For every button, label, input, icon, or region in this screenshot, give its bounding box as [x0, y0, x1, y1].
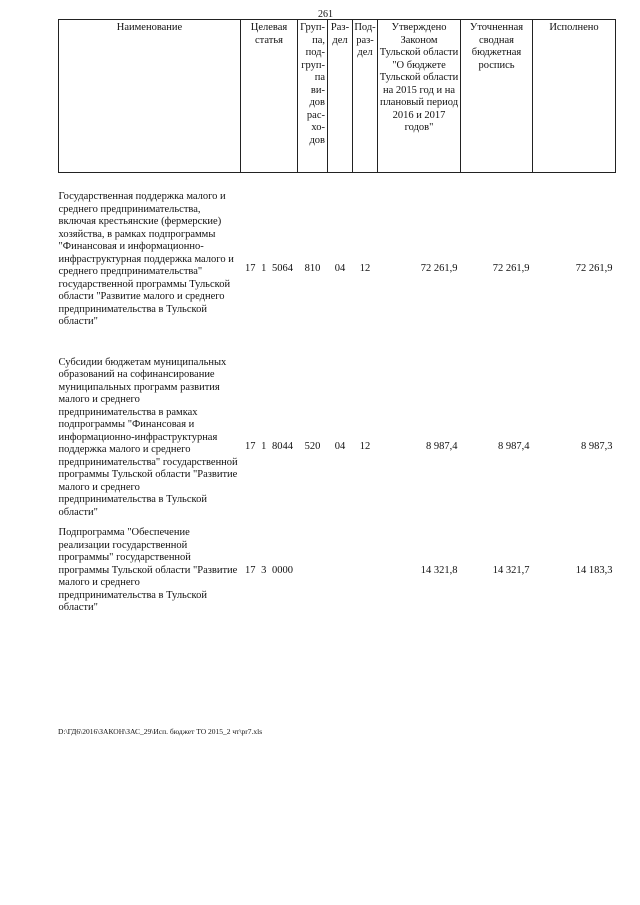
row-group: 520	[304, 440, 321, 452]
row-group	[298, 527, 328, 615]
file-path-footer: D:\ГД6\2016\ЗАКОН\ЗАС_29\Исп. бюджет ТО 2015_2 чт\pr7.xls	[58, 727, 263, 736]
row-approved: 8 987,4	[426, 440, 458, 452]
header-approved: Утверждено Законом Тульской области "О бюджете Тульской области на 2015 год и на плановый период 2016 и 2017 годов"	[378, 20, 461, 173]
page-number: 261	[318, 9, 333, 20]
row-article: 17 1 8044	[245, 440, 293, 452]
row-subsection: 12	[359, 263, 371, 274]
row-executed: 8 987,3	[581, 440, 613, 452]
table-row	[59, 173, 616, 351]
row-name: Государственная поддержка малого и среднего предпринимательства, включая крестьянские (фермерские) хозяйства, в рамках подпрограммы "Финансовая и информационно-инфраструктурная поддержка малого и среднего предпринимательства" государственной программы Тульской области "Развитие малого и среднего предпринимательства в Тульской области"	[58, 191, 234, 327]
row-group: 810	[304, 263, 321, 274]
header-article: Целевая статья	[241, 20, 298, 173]
table-header-row	[59, 20, 616, 173]
row-article: 17 1 5064	[245, 263, 293, 274]
table-row	[59, 351, 616, 528]
row-section: 04	[334, 263, 346, 274]
row-name: Подпрограмма "Обеспечение реализации государственной программы" государственной программы Тульской области "Развитие малого и среднего предпринимательства в Тульской области"	[58, 527, 238, 613]
row-executed: 14 183,3	[575, 565, 613, 576]
row-executed: 72 261,9	[575, 263, 613, 274]
row-name: Субсидии бюджетам муниципальных образований на софинансирование муниципальных программ развития малого и среднего предпринимательства в рамках подпрограммы "Финансовая и информационно-инфраструктурная поддержка малого и среднего предпринимательства" государственной программы Тульской области "Развитие малого и среднего предпринимательства в Тульской области"	[58, 356, 238, 518]
row-section: 04	[334, 440, 346, 452]
header-executed: Исполнено	[533, 20, 616, 173]
row-section	[328, 527, 353, 615]
header-subsection: Под-раз-дел	[353, 20, 378, 173]
row-refined: 14 321,7	[492, 565, 530, 576]
row-approved: 14 321,8	[420, 565, 458, 576]
header-group: Груп-па, под-груп-па ви-дов рас-хо-дов	[298, 20, 328, 173]
row-subsection	[353, 527, 378, 615]
header-section: Раз-дел	[328, 20, 353, 173]
header-refined: Уточненная сводная бюджетная роспись	[461, 20, 533, 173]
row-refined: 8 987,4	[498, 440, 530, 452]
header-name: Наименование	[59, 20, 241, 173]
row-article: 17 3 0000	[245, 565, 293, 576]
table-row	[59, 527, 616, 615]
budget-table	[58, 19, 616, 615]
row-subsection: 12	[359, 440, 371, 452]
row-approved: 72 261,9	[420, 263, 458, 274]
row-refined: 72 261,9	[492, 263, 530, 274]
